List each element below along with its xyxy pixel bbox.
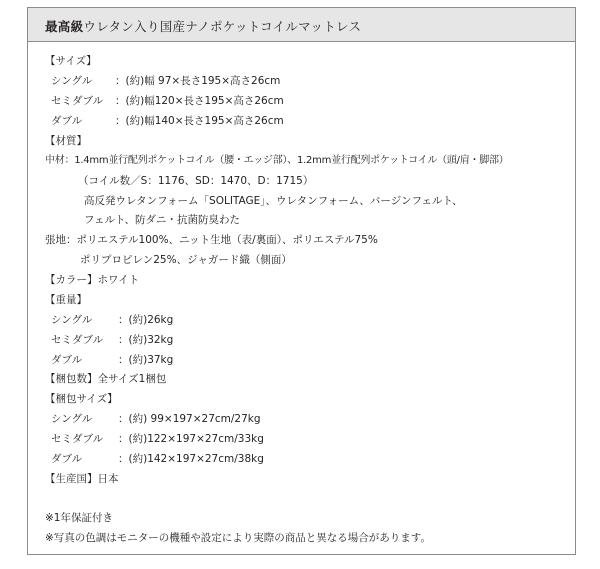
material-line: 張地：ポリエステル100%、ニット生地（表/裏面）、ポリエステル75% (45, 234, 378, 246)
weight-value: ：(約)26kg (118, 314, 174, 326)
size-value: ：(約)幅120×長さ195×高さ26cm (115, 95, 284, 107)
package-row-semidouble (51, 433, 264, 445)
product-title (45, 17, 361, 35)
package-value: ：(約)142×197×27cm/38kg (118, 453, 264, 465)
size-value: ：(約)幅140×長さ195×高さ26cm (115, 115, 284, 127)
size-heading: 【サイズ】 (45, 55, 97, 67)
weight-heading: 【重量】 (45, 294, 87, 306)
material-line: 高反発ウレタンフォーム「SOLITAGE」、ウレタンフォーム、バージンフェルト、 (84, 195, 463, 207)
origin-line: 【生産国】日本 (45, 473, 119, 485)
weight-value: ：(約)37kg (118, 354, 174, 366)
package-label: シングル (51, 413, 93, 425)
size-row-single (51, 75, 280, 87)
product-title-bold: 最高級 (45, 19, 84, 34)
weight-value: ：(約)32kg (118, 334, 174, 346)
package-value: ：(約)122×197×27cm/33kg (118, 433, 264, 445)
note-color-disclaimer: ※写真の色調はモニターの機種や設定により実際の商品と異なる場合があります。 (45, 532, 431, 544)
package-count-line: 【梱包数】全サイズ1梱包 (45, 373, 167, 385)
size-label: セミダブル (51, 95, 104, 107)
material-line: ポリプロピレン25%、ジャガード織（側面） (80, 254, 292, 266)
package-row-single (51, 413, 261, 425)
weight-row-semidouble (51, 334, 173, 346)
weight-row-double (51, 354, 173, 366)
package-row-double (51, 453, 264, 465)
size-label: シングル (51, 75, 93, 87)
package-size-heading: 【梱包サイズ】 (45, 393, 118, 405)
package-label: セミダブル (51, 433, 104, 445)
material-heading: 【材質】 (45, 135, 87, 147)
weight-label: シングル (51, 314, 93, 326)
size-row-semidouble (51, 95, 284, 107)
package-label: ダブル (51, 453, 83, 465)
package-value: ：(約) 99×197×27cm/27kg (118, 413, 261, 425)
material-line: 中材：1.4mm並行配列ポケットコイル（腰・エッジ部）、1.2mm並行配列ポケットコイル（頭/肩・脚部） (45, 155, 509, 166)
note-warranty: ※1年保証付き (45, 512, 113, 524)
size-value: ：(約)幅 97×長さ195×高さ26cm (115, 75, 281, 87)
material-line: フェルト、防ダニ・抗菌防臭わた (84, 214, 241, 226)
material-line: （コイル数／S：1176、SD：1470、D：1715） (78, 175, 314, 187)
spec-header (28, 8, 575, 42)
weight-label: セミダブル (51, 334, 104, 346)
weight-row-single (51, 314, 173, 326)
size-row-double (51, 115, 284, 127)
weight-label: ダブル (51, 354, 83, 366)
product-title-rest: ウレタン入り国産ナノポケットコイルマットレス (83, 19, 362, 34)
size-label: ダブル (51, 115, 83, 127)
color-line: 【カラー】ホワイト (45, 274, 140, 286)
